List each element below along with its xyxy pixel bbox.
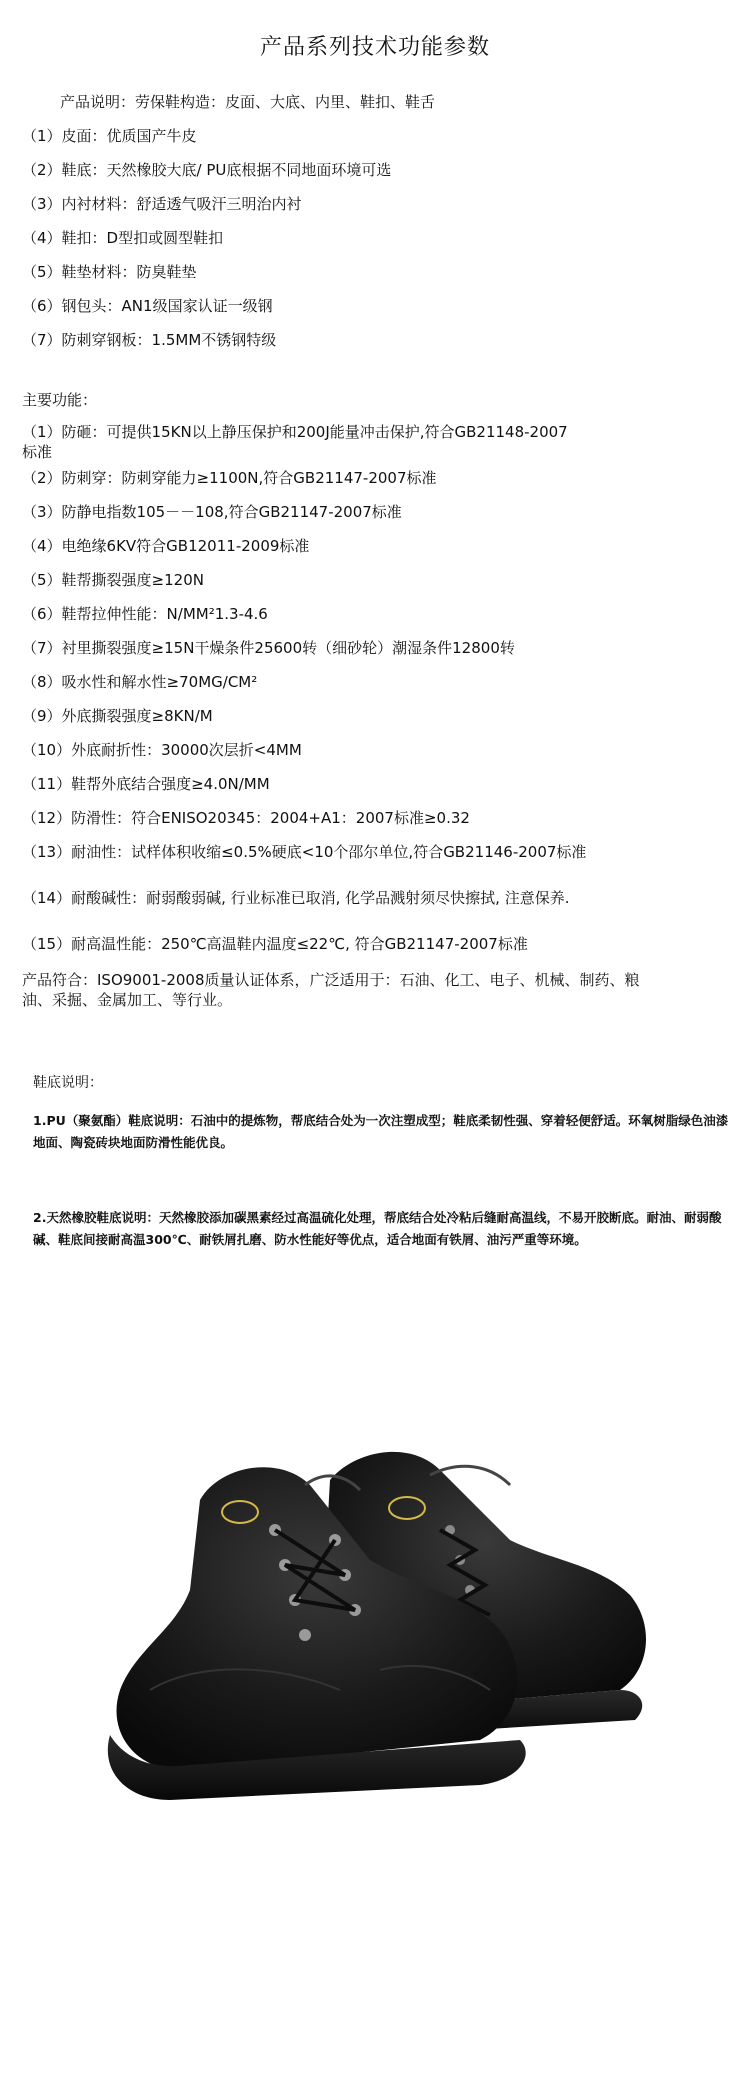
- product-intro: 产品说明：劳保鞋构造：皮面、大底、内里、鞋扣、鞋舌: [60, 93, 436, 111]
- spec-item: （7）防刺穿钢板：1.5MM不锈钢特级: [22, 331, 277, 349]
- sole-rubber-description: 2.天然橡胶鞋底说明：天然橡胶添加碳黑素经过高温硫化处理，帮底结合处冷粘后缝耐高温线，不易开胶断底。耐油、耐弱酸碱、鞋底间接耐高温300℃、耐铁屑扎磨、防水性能好等优点，适合地面有铁屑、油污严重等环境。: [33, 1210, 722, 1247]
- spec-item: （4）鞋扣：D型扣或圆型鞋扣: [22, 229, 224, 247]
- sole-heading: 鞋底说明：: [33, 1075, 103, 1091]
- function-item: （3）防静电指数105－－108,符合GB21147-2007标准: [22, 503, 402, 521]
- compliance-text: 产品符合：ISO9001-2008质量认证体系，广泛适用于：石油、化工、电子、机械、制药、粮油、采掘、金属加工、等行业。: [22, 971, 640, 1009]
- function-item: （4）电绝缘6KV符合GB12011-2009标准: [22, 537, 310, 555]
- safety-boots-image: [80, 1390, 670, 1850]
- spec-item: （5）鞋垫材料：防臭鞋垫: [22, 263, 197, 281]
- function-item: （14）耐酸碱性：耐弱酸弱碱, 行业标准已取消, 化学品溅射须尽快擦拭, 注意保养.: [22, 889, 570, 907]
- functions-heading: 主要功能：: [22, 391, 98, 409]
- function-item: （2）防刺穿：防刺穿能力≥1100N,符合GB21147-2007标准: [22, 469, 437, 487]
- function-item: （13）耐油性：试样体积收缩≤0.5%硬底<10个邵尔单位,符合GB21146-2007标准: [22, 843, 587, 861]
- function-item: （1）防砸：可提供15KN以上静压保护和200J能量冲击保护,符合GB21148-2007标准: [22, 423, 568, 461]
- function-item: （5）鞋帮撕裂强度≥120N: [22, 571, 204, 589]
- function-item: （10）外底耐折性：30000次层折<4MM: [22, 741, 302, 759]
- function-item: （12）防滑性：符合ENISO20345：2004+A1：2007标准≥0.32: [22, 809, 470, 827]
- function-item: （7）衬里撕裂强度≥15N干燥条件25600转（细砂轮）潮湿条件12800转: [22, 639, 515, 657]
- page-title: 产品系列技术功能参数: [259, 35, 490, 60]
- spec-item: （2）鞋底：天然橡胶大底/ PU底根据不同地面环境可选: [22, 161, 392, 179]
- spec-item: （3）内衬材料：舒适透气吸汗三明治内衬: [22, 195, 302, 213]
- sole-pu-description: 1.PU（聚氨酯）鞋底说明：石油中的提炼物，帮底结合处为一次注塑成型；鞋底柔韧性强、穿着轻便舒适。环氧树脂绿色油漆地面、陶瓷砖块地面防滑性能优良。: [33, 1113, 729, 1150]
- function-item: （6）鞋帮拉伸性能：N/MM²1.3-4.6: [22, 605, 268, 623]
- function-item: （9）外底撕裂强度≥8KN/M: [22, 707, 213, 725]
- spec-item: （6）钢包头：AN1级国家认证一级钢: [22, 297, 273, 315]
- function-item: （8）吸水性和解水性≥70MG/CM²: [22, 673, 258, 691]
- function-item: （15）耐高温性能：250℃高温鞋内温度≤22℃, 符合GB21147-2007标准: [22, 935, 528, 953]
- spec-item: （1）皮面：优质国产牛皮: [22, 127, 197, 145]
- function-item: （11）鞋帮外底结合强度≥4.0N/MM: [22, 775, 270, 793]
